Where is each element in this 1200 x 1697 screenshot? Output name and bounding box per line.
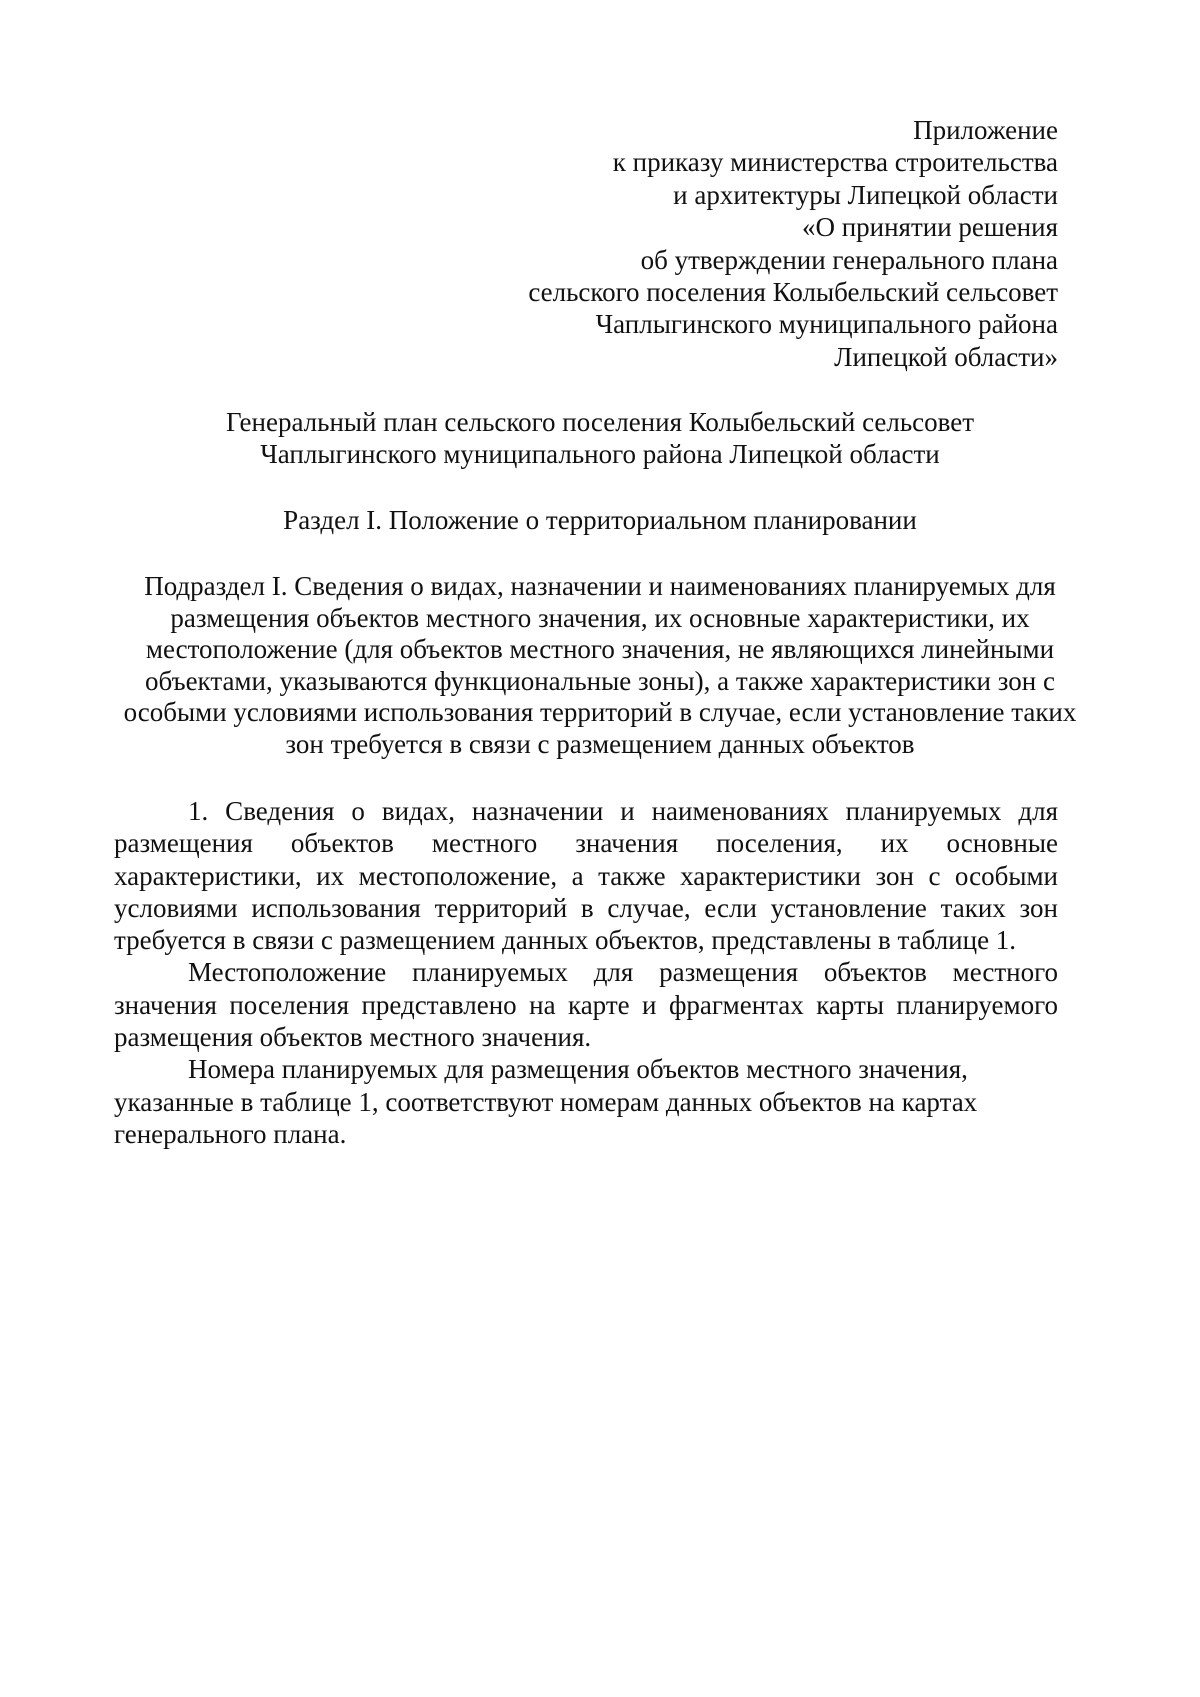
appendix-line: к приказу министерства строительства: [612, 147, 1058, 178]
body-text: [114, 795, 1058, 1150]
appendix-line: и архитектуры Липецкой области: [673, 179, 1058, 210]
body-paragraph: Номера планируемых для размещения объектов местного значения, указанные в таблице 1, соответствуют номерам данных объектов на картах генерального плана.: [114, 1054, 978, 1149]
appendix-line: Липецкой области»: [834, 341, 1058, 372]
title-line: Генеральный план сельского поселения Колыбельский сельсовет: [225, 407, 975, 437]
subsection-line: Подраздел I. Сведения о видах, назначении и наименованиях планируемых для: [144, 571, 1056, 601]
section-heading-text: Раздел I. Положение о территориальном планировании: [283, 505, 917, 535]
body-paragraph: 1. Сведения о видах, назначении и наименованиях планируемых для размещения объектов местного значения поселения, их основные характеристики, их местоположение, а также характеристики зон с особыми условиями использования территорий в случае, если установление таких зон требуется в связи с размещением данных объектов, представлены в таблице 1.: [114, 796, 1058, 956]
subsection-line: местоположение (для объектов местного значения, не являющихся линейными: [145, 634, 1055, 664]
appendix-line: Приложение: [913, 115, 1058, 145]
section-heading: [110, 505, 1090, 537]
appendix-header: [528, 114, 1058, 373]
appendix-line: Чаплыгинского муниципального района: [595, 309, 1058, 340]
subsection-heading: [110, 571, 1090, 760]
subsection-line: размещения объектов местного значения, их основные характеристики, их: [170, 602, 1030, 633]
title-line: Чаплыгинского муниципального района Липецкой области: [260, 438, 940, 469]
subsection-line: зон требуется в связи с размещением данных объектов: [285, 728, 915, 759]
body-paragraph: Местоположение планируемых для размещения объектов местного значения поселения представлено на карте и фрагментах карты планируемого размещения объектов местного значения.: [114, 957, 1058, 1053]
appendix-line: «О принятии решения: [801, 212, 1058, 243]
appendix-line: сельского поселения Колыбельский сельсовет: [528, 277, 1058, 308]
subsection-line: объектами, указываются функциональные зоны), а также характеристики зон с: [145, 665, 1055, 696]
document-title: [110, 407, 1090, 470]
subsection-line: особыми условиями использования территорий в случае, если установление таких: [123, 697, 1077, 727]
appendix-line: об утверждении генерального плана: [640, 244, 1058, 275]
